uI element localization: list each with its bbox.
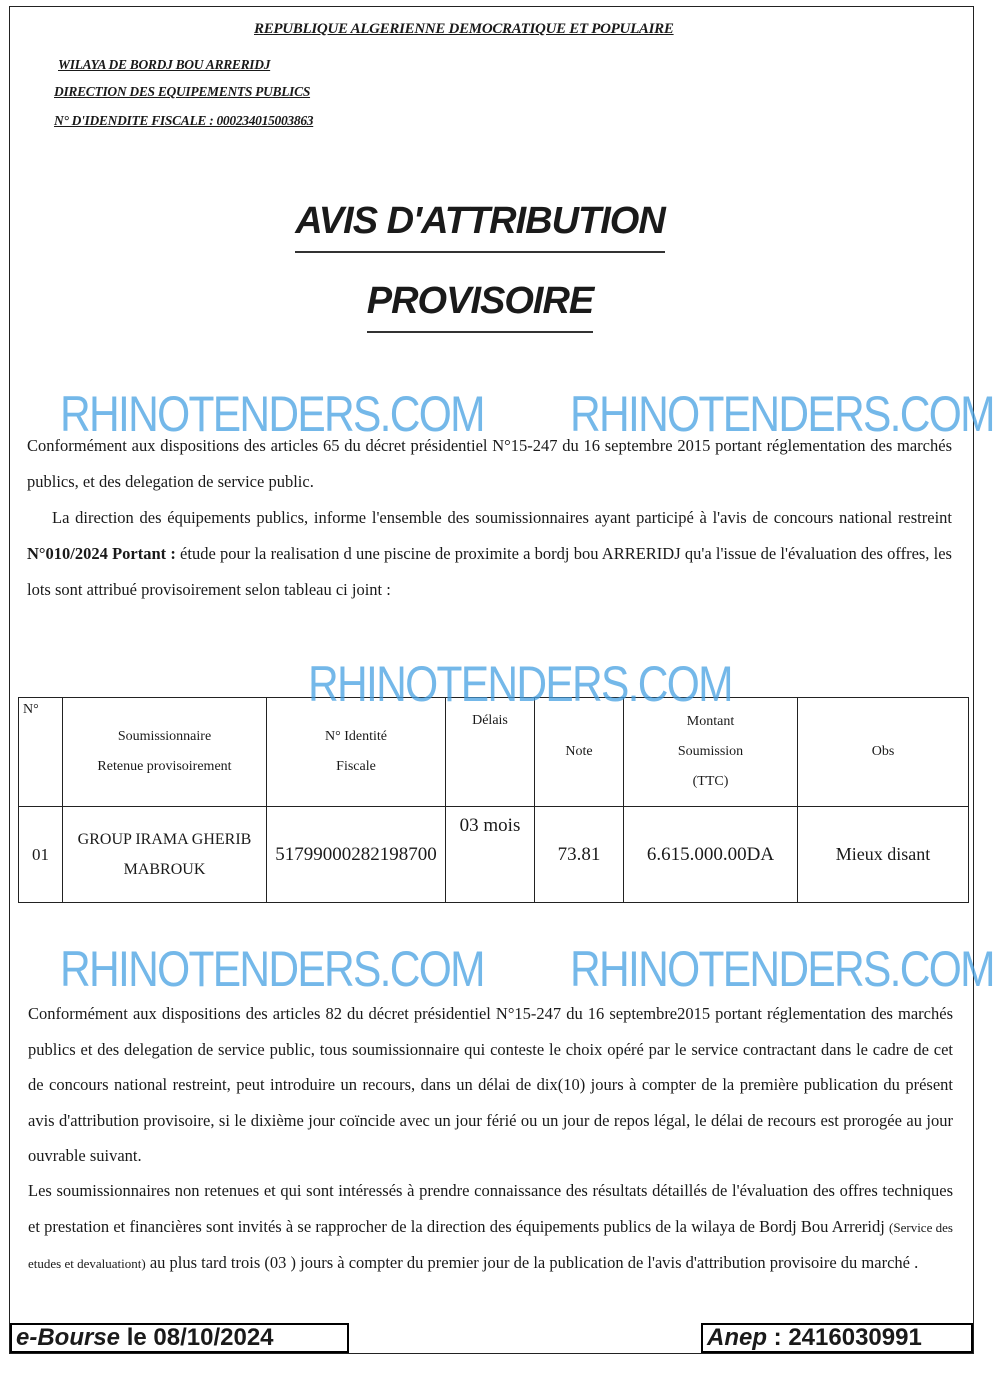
header-amount: Montant Soumission (TTC) (624, 698, 798, 807)
title-line-2: PROVISOIRE (0, 280, 960, 333)
anep-label: Anep (707, 1324, 767, 1351)
cell-obs: Mieux disant (798, 807, 969, 903)
title-line-1: AVIS D'ATTRIBUTION (0, 200, 960, 253)
watermark-text: RHINOTENDERS.COM (308, 656, 732, 712)
header-obs: Obs (798, 698, 969, 807)
publication-date: 08/10/2024 (153, 1324, 274, 1351)
watermark-text: RHINOTENDERS.COM (570, 386, 994, 442)
table-header-row (19, 698, 969, 807)
intro-paragraph-2: La direction des équipements publics, informe l'ensemble des soumissionnaires ayant participé à l'avis de concours national restreint N°010/2024 Portant : étude pour la realisation d une piscine de proximite a bordj bou ARRERIDJ qu'a l'issue de l'évaluation des offres, les lots sont attribué provisoirement selon tableau ci joint : (27, 508, 952, 599)
closing-paragraph-2: Les soumissionnaires non retenues et qui sont intéressés à prendre connaissance des résultats détaillés de l'évaluation des offres techniques et prestation et financières sont invités à se rapprocher de la direction des équipements publics de la wilaya de Bordj Bou Arreridj (Service des etudes et devaluationt) au plus tard trois (03 ) jours à compter du premier jour de la publication de l'avis d'attribution provisoire du marché . (28, 1181, 953, 1272)
cell-amount: 6.615.000.00DA (624, 807, 798, 903)
fiscal-id-header: N° D'IDENDITE FISCALE : 000234015003863 (54, 113, 314, 128)
source-name: e-Bourse (16, 1324, 121, 1351)
intro-paragraph-1: Conformément aux dispositions des articles 65 du décret présidentiel N°15-247 du 16 septembre 2015 portant réglementation des marchés publics, et des delegation de service public. (27, 436, 952, 491)
watermark-text: RHINOTENDERS.COM (60, 386, 484, 442)
table-row (19, 807, 969, 903)
cell-bidder: GROUP IRAMA GHERIB MABROUK (63, 807, 267, 903)
cell-delay: 03 mois (446, 807, 535, 903)
header-note: Note (535, 698, 624, 807)
closing-paragraph-1: Conformément aux dispositions des articles 82 du décret présidentiel N°15-247 du 16 septembre2015 portant réglementation des marchés publics et des delegation de service public, tous soumissionnaire qui conteste le choix opéré par le service contractant dans le cadre de cet de concours national restreint, peut introduire un recours, dans un délai de dix(10) jours à compter de la première publication du présent avis d'attribution provisoire, si le dixième jour coïncide avec un jour férié ou un jour de repos légal, le délai de recours est prorogée au jour ouvrable suivant. (28, 1004, 953, 1165)
header-fiscal-id: N° Identité Fiscale (267, 698, 446, 807)
publication-source-box: e-Bourse le 08/10/2024 (10, 1323, 349, 1353)
header-delay: Délais (446, 698, 535, 807)
watermark-text: RHINOTENDERS.COM (60, 941, 484, 997)
cell-fiscal-id: 51799000282198700 (267, 807, 446, 903)
republic-header: REPUBLIQUE ALGERIENNE DEMOCRATIQUE ET POPULAIRE (254, 21, 674, 37)
cell-number: 01 (19, 807, 63, 903)
anep-number: 2416030991 (788, 1324, 922, 1351)
tender-reference: N°010/2024 Portant : (27, 544, 176, 563)
watermark-text: RHINOTENDERS.COM (570, 941, 994, 997)
award-table (18, 697, 969, 903)
header-number: N° (19, 698, 63, 807)
cell-note: 73.81 (535, 807, 624, 903)
header-bidder: Soumissionnaire Retenue provisoirement (63, 698, 267, 807)
wilaya-header: WILAYA DE BORDJ BOU ARRERIDJ (58, 57, 271, 72)
anep-reference-box: Anep : 2416030991 (701, 1323, 973, 1353)
direction-header: DIRECTION DES EQUIPEMENTS PUBLICS (54, 84, 311, 99)
